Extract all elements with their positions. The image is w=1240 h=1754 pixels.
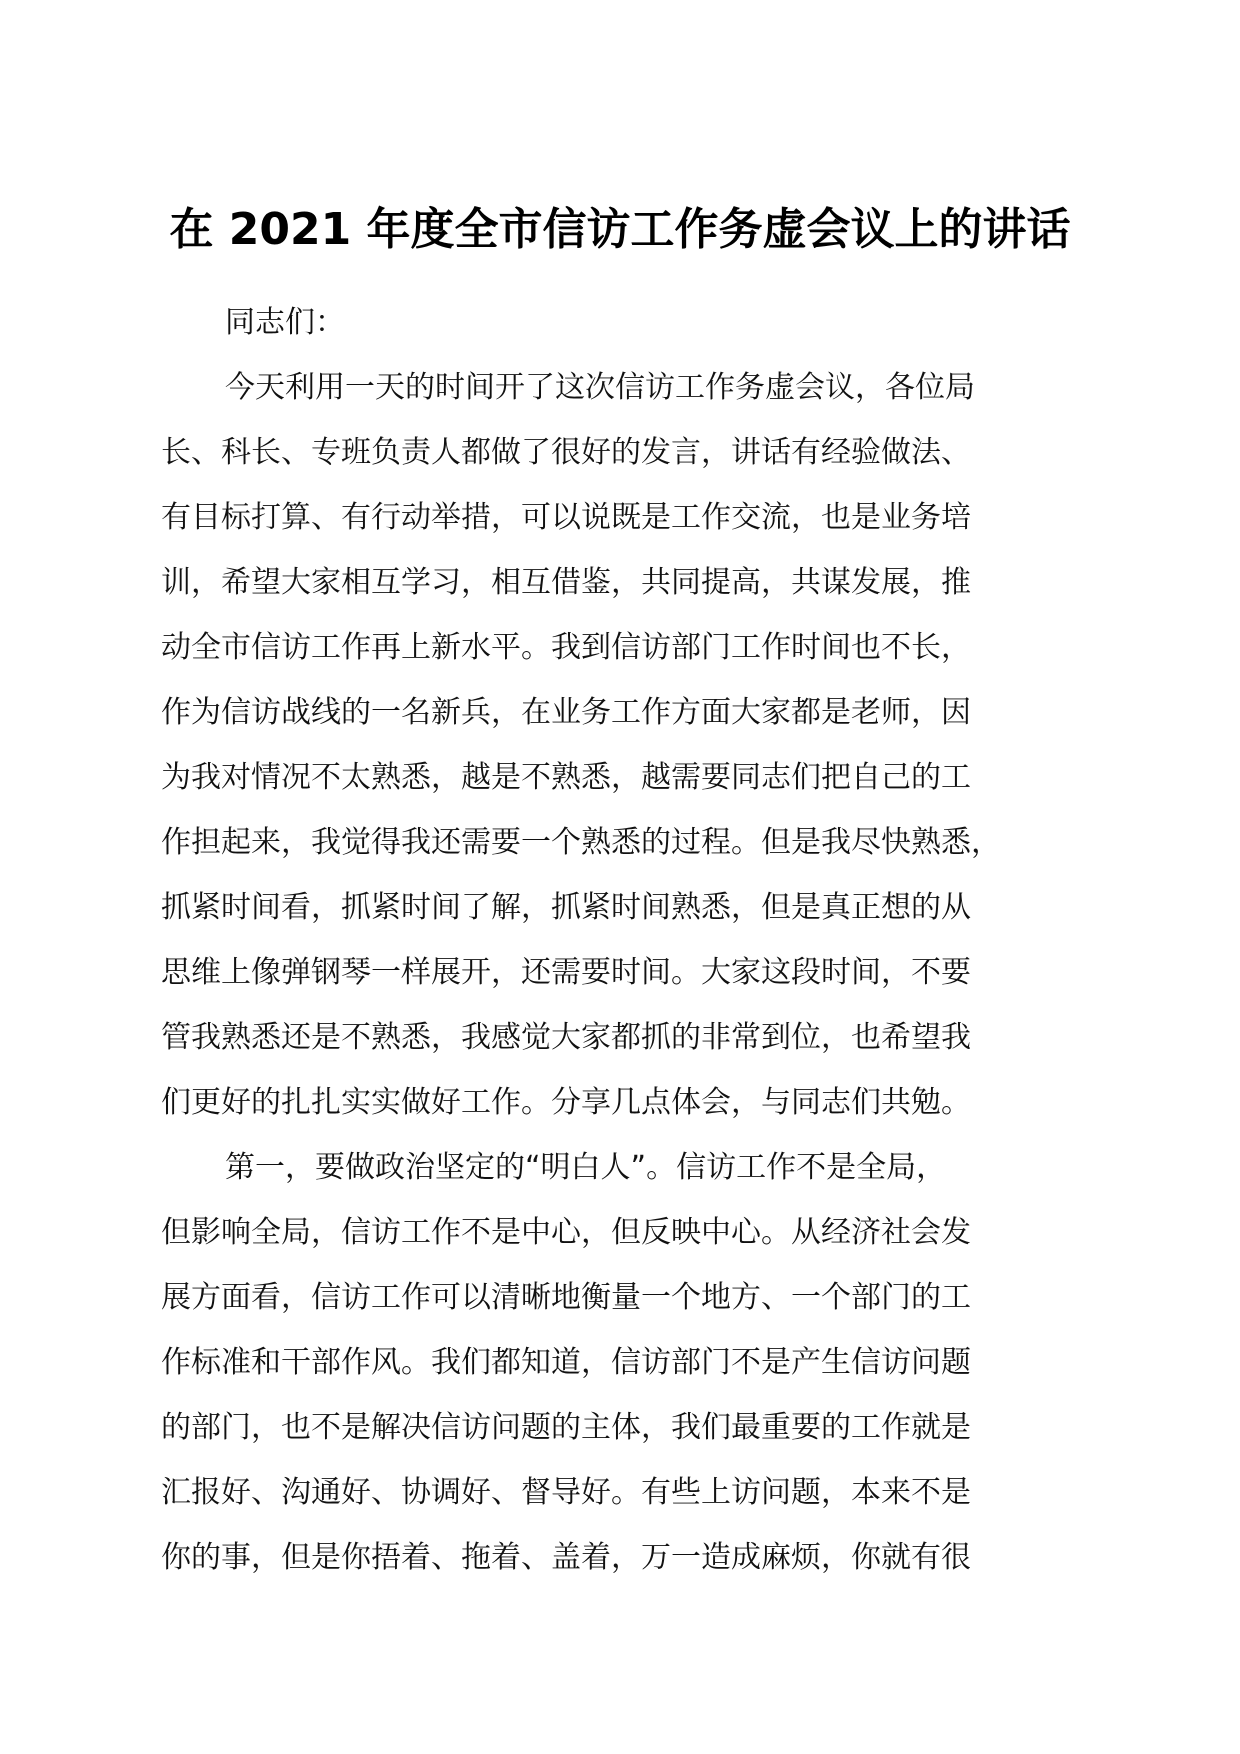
salutation-line: 同志们：: [225, 305, 345, 340]
paragraph-2-line: 展方面看，信访工作可以清晰地衡量一个地方、一个部门的工: [161, 1280, 971, 1315]
paragraph-1-line: 长、科长、专班负责人都做了很好的发言，讲话有经验做法、: [161, 435, 971, 470]
paragraph-2-line: 第一，要做政治坚定的“明白人”。信访工作不是全局，: [225, 1150, 947, 1185]
paragraph-1-line: 抓紧时间看，抓紧时间了解，抓紧时间熟悉，但是真正想的从: [161, 890, 971, 925]
paragraph-1-line: 为我对情况不太熟悉，越是不熟悉，越需要同志们把自己的工: [161, 760, 971, 795]
paragraph-2-line: 的部门，也不是解决信访问题的主体，我们最重要的工作就是: [161, 1410, 971, 1445]
paragraph-2-line: 但影响全局，信访工作不是中心，但反映中心。从经济社会发: [161, 1215, 971, 1250]
paragraph-1-line: 训，希望大家相互学习，相互借鉴，共同提高，共谋发展，推: [161, 565, 971, 600]
paragraph-2-line: 你的事，但是你捂着、拖着、盖着，万一造成麻烦，你就有很: [161, 1540, 971, 1575]
paragraph-1-line: 们更好的扎扎实实做好工作。分享几点体会，与同志们共勉。: [161, 1085, 971, 1120]
paragraph-1-line: 今天利用一天的时间开了这次信访工作务虚会议，各位局: [225, 370, 975, 405]
paragraph-1-line: 思维上像弹钢琴一样展开，还需要时间。大家这段时间，不要: [161, 955, 971, 990]
paragraph-2-line: 汇报好、沟通好、协调好、督导好。有些上访问题，本来不是: [161, 1475, 971, 1510]
paragraph-1-line: 有目标打算、有行动举措，可以说既是工作交流，也是业务培: [161, 500, 971, 535]
paragraph-1-line: 管我熟悉还是不熟悉，我感觉大家都抓的非常到位，也希望我: [161, 1020, 971, 1055]
paragraph-2-line: 作标准和干部作风。我们都知道，信访部门不是产生信访问题: [161, 1345, 971, 1380]
paragraph-1-line: 动全市信访工作再上新水平。我到信访部门工作时间也不长，: [161, 630, 971, 665]
paragraph-1-line: 作为信访战线的一名新兵，在业务工作方面大家都是老师，因: [161, 695, 971, 730]
paragraph-1-line: 作担起来，我觉得我还需要一个熟悉的过程。但是我尽快熟悉，: [161, 825, 1001, 860]
document-title: 在 2021 年度全市信访工作务虚会议上的讲话: [169, 204, 1071, 255]
document-body: [161, 290, 1081, 1590]
